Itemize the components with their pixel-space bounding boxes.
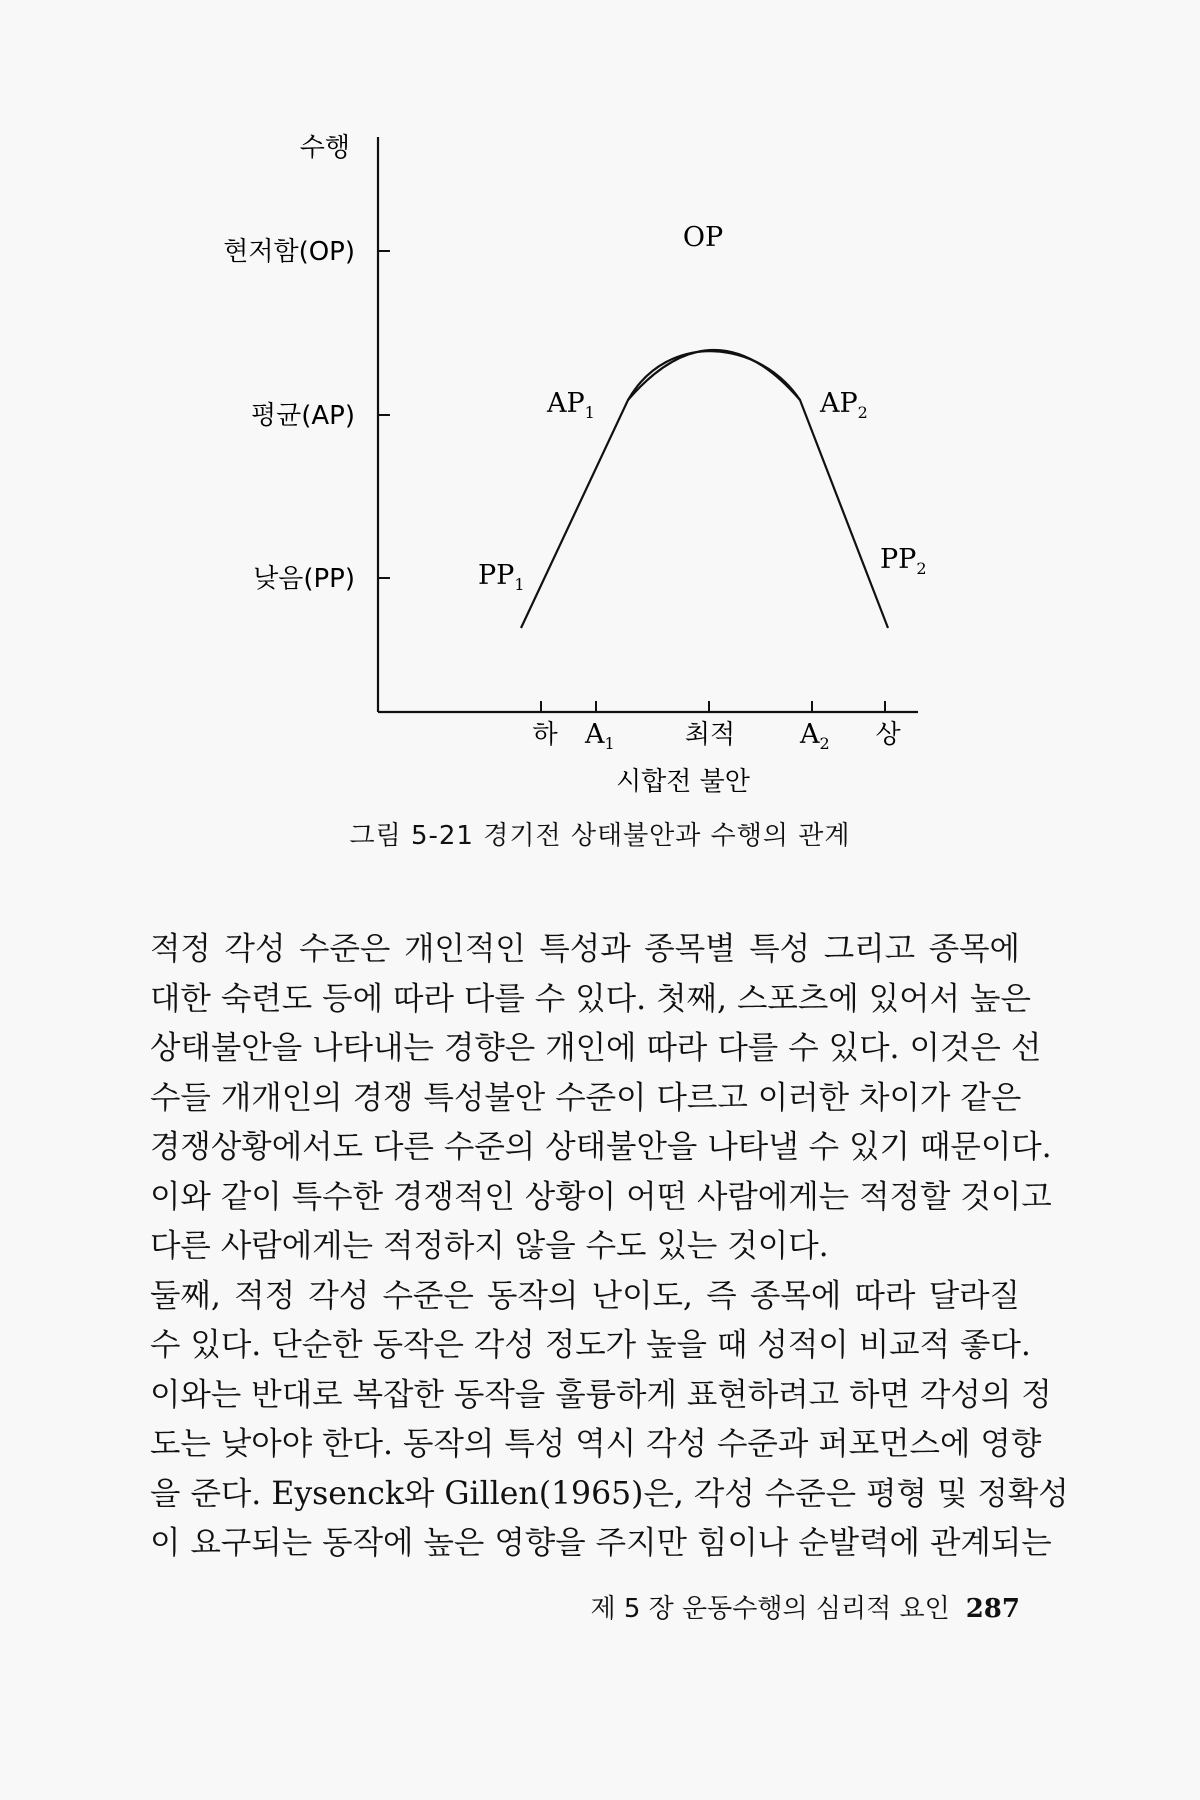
y-label-op: 현저함(OP) — [223, 237, 355, 267]
ap2-text: AP — [820, 388, 858, 419]
pp2-label — [880, 544, 927, 578]
a2-subscript: 2 — [819, 734, 830, 753]
x-label-a1 — [584, 719, 615, 753]
body-paragraphs — [150, 925, 1069, 1569]
body-line: 을 준다. Eysenck와 Gillen(1965)은, 각성 수준은 평형 및 정확성 — [150, 1475, 1069, 1512]
ap2-subscript: 2 — [857, 403, 868, 422]
a2-text: A — [800, 719, 820, 750]
x-label-low: 하 — [532, 720, 558, 750]
x-label-optimal: 최적 — [684, 720, 736, 750]
body-line: 이 요구되는 동작에 높은 영향을 주지만 힘이나 순발력에 관계되는 — [150, 1525, 1052, 1561]
y-axis-title: 수행 — [299, 133, 350, 163]
y-label-ap: 평균(AP) — [251, 401, 355, 431]
body-line: 수들 개개인의 경쟁 특성불안 수준이 다르고 이러한 차이가 같은 — [150, 1079, 1022, 1116]
op-label: OP — [682, 222, 724, 253]
x-label-a2 — [799, 719, 830, 753]
body-line: 다른 사람에게는 적정하지 않을 수도 있는 것이다. — [150, 1228, 829, 1264]
body-line: 대한 숙련도 등에 따라 다를 수 있다. 첫째, 스포츠에 있어서 높은 — [150, 980, 1031, 1017]
page-footer — [560, 1588, 1020, 1625]
x-label-high: 상 — [875, 720, 901, 750]
body-line: 상태불안을 나타내는 경향은 개인에 따라 다를 수 있다. 이것은 선 — [150, 1030, 1042, 1066]
body-line: 수 있다. 단순한 동작은 각성 정도가 높을 때 성적이 비교적 좋다. — [150, 1327, 1031, 1363]
pp1-text: PP — [478, 560, 515, 591]
a1-subscript: 1 — [604, 734, 615, 753]
pp1-label — [478, 560, 525, 594]
arousal-performance-figure — [0, 0, 1200, 800]
pp1-subscript: 1 — [514, 575, 525, 594]
body-line: 적정 각성 수준은 개인적인 특성과 종목별 특성 그리고 종목에 — [150, 931, 1020, 967]
a1-text: A — [585, 719, 605, 750]
figure-caption: 그림 5-21 경기전 상태불안과 수행의 관계 — [349, 821, 851, 851]
ap1-text: AP — [547, 388, 585, 419]
page-number: 287 — [965, 1594, 1020, 1624]
pp2-subscript: 2 — [916, 559, 927, 578]
body-line: 이와 같이 특수한 경쟁적인 상황이 어떤 사람에게는 적정할 것이고 — [150, 1178, 1052, 1215]
chapter-title: 제 5 장 운동수행의 심리적 요인 — [590, 1594, 950, 1624]
body-line: 둘째, 적정 각성 수준은 동작의 난이도, 즉 종목에 따라 달라질 — [150, 1277, 1020, 1314]
body-line: 경쟁상황에서도 다른 수준의 상태불안을 나타낼 수 있기 때문이다. — [150, 1129, 1052, 1165]
performance-curve-cap — [628, 350, 800, 400]
y-label-pp: 낮음(PP) — [253, 564, 355, 594]
body-line: 도는 낮아야 한다. 동작의 특성 역시 각성 수준과 퍼포먼스에 영향 — [150, 1426, 1042, 1462]
pp2-text: PP — [880, 544, 917, 575]
ap1-subscript: 1 — [584, 403, 595, 422]
x-axis-title: 시합전 불안 — [616, 767, 750, 797]
ap1-label — [546, 388, 595, 422]
ap2-label — [819, 388, 868, 422]
body-line: 이와는 반대로 복잡한 동작을 훌륭하게 표현하려고 하면 각성의 정 — [150, 1376, 1052, 1413]
